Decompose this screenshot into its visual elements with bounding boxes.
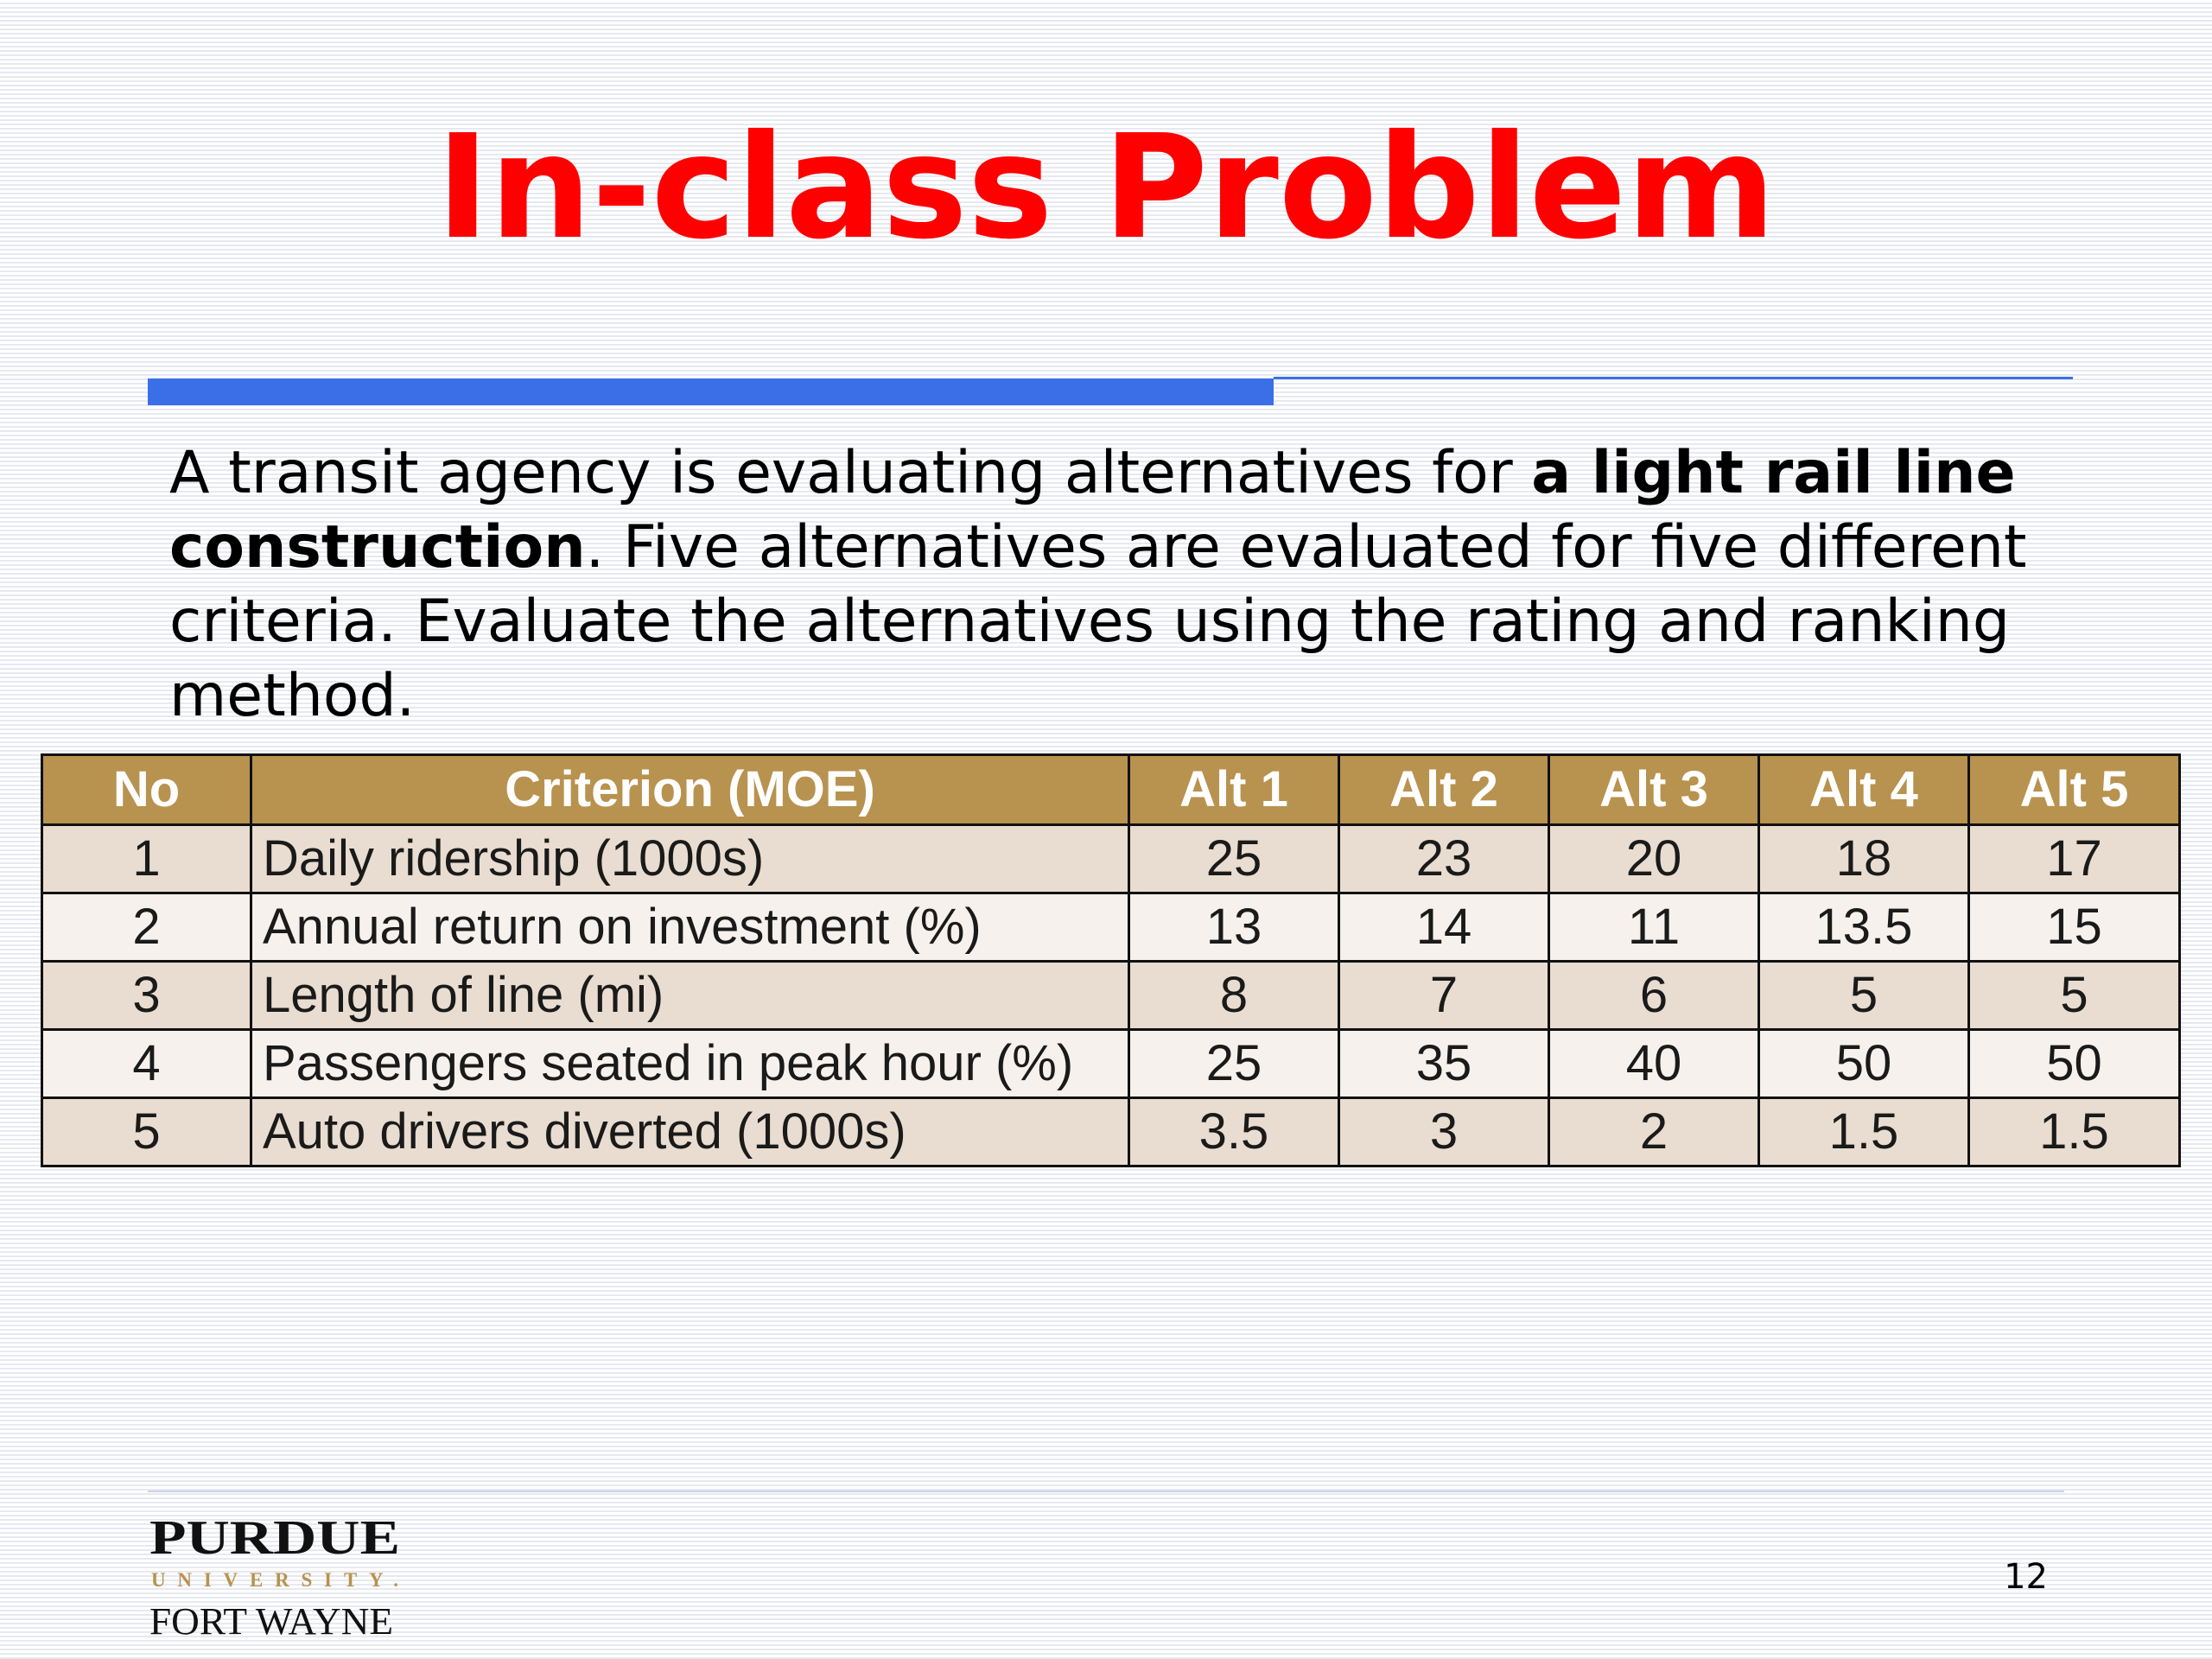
cell-alt-5: 17: [1969, 825, 2180, 893]
table-header-row: [42, 755, 2180, 825]
logo-line-3: FORT WAYNE: [149, 1600, 393, 1640]
logo-line-1: PURDUE: [149, 1511, 400, 1565]
header-alt-4: Alt 4: [1759, 755, 1969, 825]
cell-alt-2: 14: [1339, 893, 1549, 962]
logo-line-2: UNIVERSITY.: [151, 1569, 398, 1591]
table-row: [42, 962, 2180, 1030]
cell-alt-1: 25: [1129, 825, 1339, 893]
cell-alt-1: 3.5: [1129, 1098, 1339, 1166]
title-underline-thin: [1274, 377, 2073, 379]
cell-alt-3: 11: [1549, 893, 1759, 962]
cell-alt-4: 50: [1759, 1030, 1969, 1098]
cell-alt-5: 15: [1969, 893, 2180, 962]
cell-alt-5: 50: [1969, 1030, 2180, 1098]
header-alt-5: Alt 5: [1969, 755, 2180, 825]
title-underline-thick: [148, 378, 1274, 405]
header-alt-2: Alt 2: [1339, 755, 1549, 825]
cell-alt-2: 23: [1339, 825, 1549, 893]
cell-criterion: Length of line (mi): [251, 962, 1129, 1030]
cell-criterion: Daily ridership (1000s): [251, 825, 1129, 893]
moe-table: [41, 753, 2181, 1167]
intro-text-2: . Five alternatives are evaluated for five different criteria. Evaluate the alternatives using the rating and ranking method.: [169, 513, 2027, 730]
cell-criterion: Auto drivers diverted (1000s): [251, 1098, 1129, 1166]
cell-alt-1: 25: [1129, 1030, 1339, 1098]
cell-no: 5: [42, 1098, 251, 1166]
cell-alt-4: 13.5: [1759, 893, 1969, 962]
cell-alt-1: 13: [1129, 893, 1339, 962]
table-row: [42, 825, 2180, 893]
cell-alt-3: 20: [1549, 825, 1759, 893]
cell-alt-2: 35: [1339, 1030, 1549, 1098]
cell-alt-3: 6: [1549, 962, 1759, 1030]
cell-alt-2: 7: [1339, 962, 1549, 1030]
cell-alt-3: 2: [1549, 1098, 1759, 1166]
cell-alt-5: 1.5: [1969, 1098, 2180, 1166]
cell-alt-1: 8: [1129, 962, 1339, 1030]
cell-no: 3: [42, 962, 251, 1030]
header-alt-1: Alt 1: [1129, 755, 1339, 825]
table-row: [42, 1098, 2180, 1166]
slide-title: In-class Problem: [435, 105, 1777, 271]
cell-alt-4: 5: [1759, 962, 1969, 1030]
cell-no: 2: [42, 893, 251, 962]
footer-divider: [148, 1491, 2064, 1492]
header-alt-3: Alt 3: [1549, 755, 1759, 825]
header-criterion: Criterion (MOE): [251, 755, 1129, 825]
cell-no: 4: [42, 1030, 251, 1098]
cell-no: 1: [42, 825, 251, 893]
intro-bold: a light rail line construction: [169, 439, 2016, 582]
cell-alt-4: 18: [1759, 825, 1969, 893]
intro-paragraph: [169, 436, 2096, 734]
table-row: [42, 893, 2180, 962]
cell-alt-2: 3: [1339, 1098, 1549, 1166]
cell-criterion: Annual return on investment (%): [251, 893, 1129, 962]
purdue-fort-wayne-logo: [148, 1510, 404, 1640]
table-row: [42, 1030, 2180, 1098]
cell-alt-3: 40: [1549, 1030, 1759, 1098]
cell-alt-4: 1.5: [1759, 1098, 1969, 1166]
page-number: 12: [2004, 1557, 2048, 1597]
header-no: No: [42, 755, 251, 825]
cell-alt-5: 5: [1969, 962, 2180, 1030]
intro-text-1: A transit agency is evaluating alternatives for: [169, 439, 1532, 507]
cell-criterion: Passengers seated in peak hour (%): [251, 1030, 1129, 1098]
